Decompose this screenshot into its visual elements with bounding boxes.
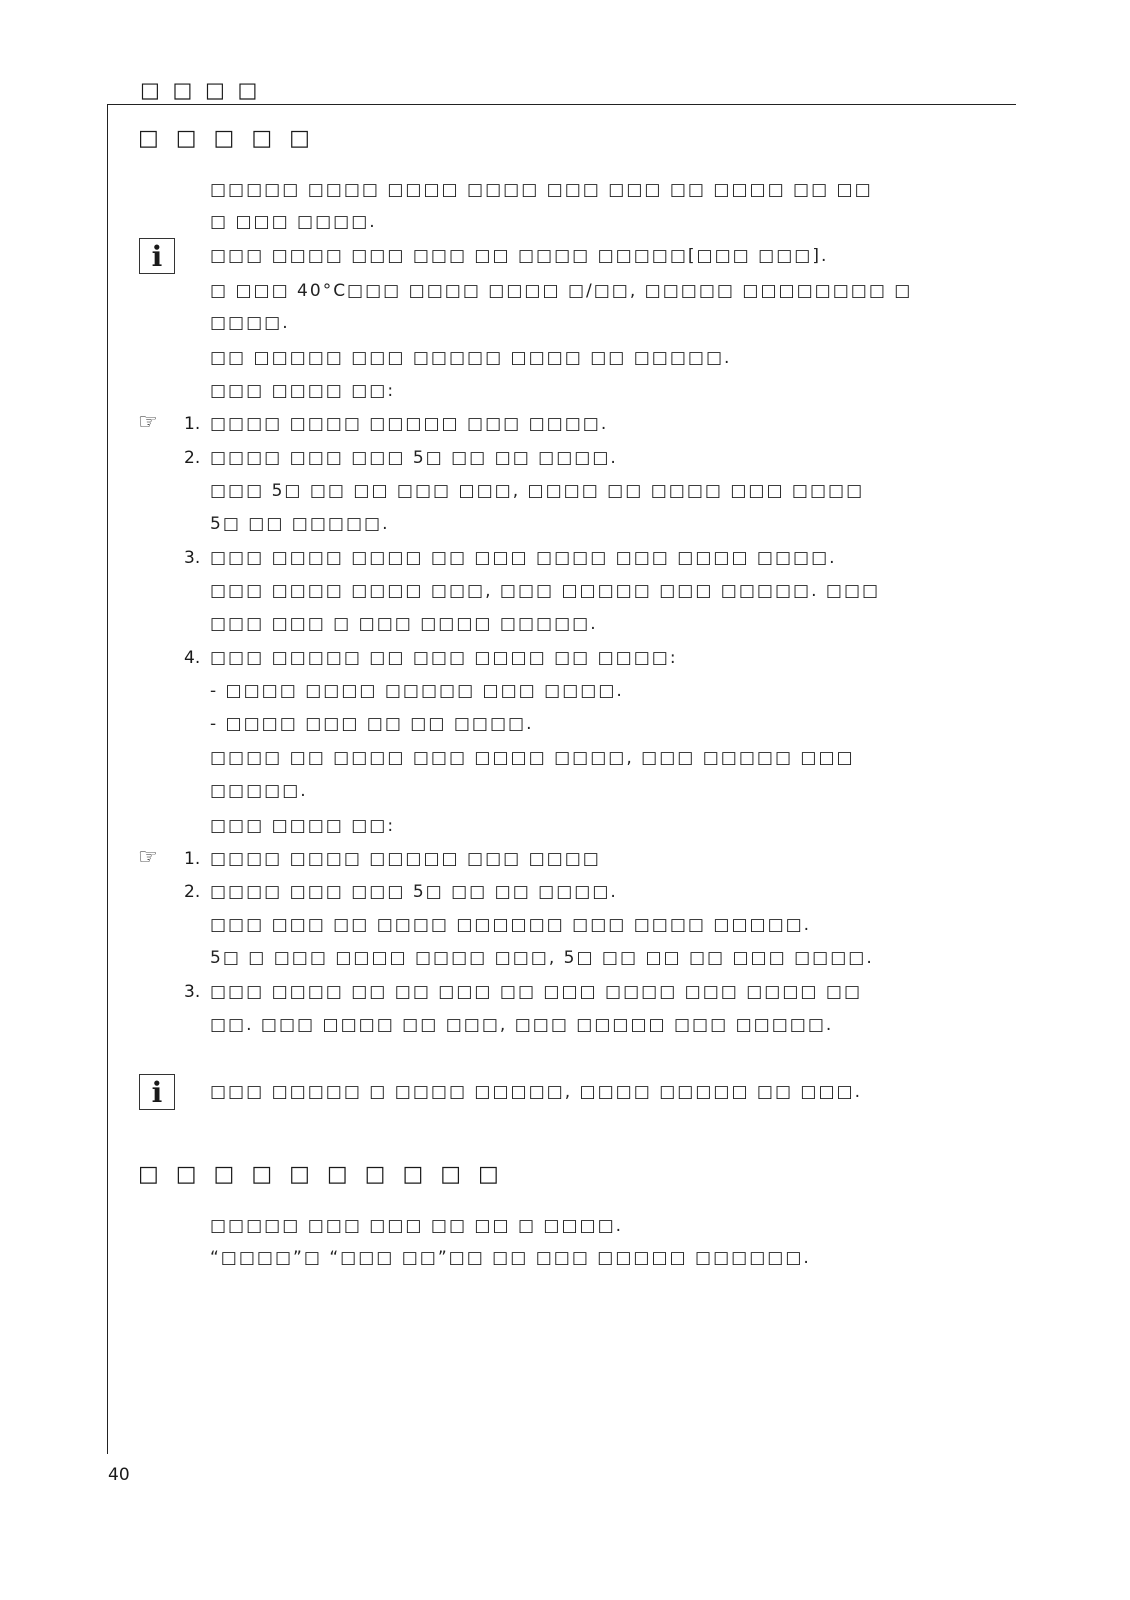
paragraph-line: □□□ □□□□ □□: xyxy=(210,381,396,401)
step-number: 2. xyxy=(184,882,201,902)
paragraph-line: □□□ □□□ □□ □□□□ □□□□□□ □□□ □□□□ □□□□□. xyxy=(210,915,812,935)
paragraph-line: □ □□□ 40°C□□□ □□□□ □□□□ □/□□, □□□□□ □□□□□□□□ □ xyxy=(210,281,913,301)
paragraph-line: 5□ □ □□□ □□□□ □□□□ □□□, 5□ □□ □□ □□ □□□ □□□□. xyxy=(210,948,874,968)
paragraph-line: □□ □□□□□ □□□ □□□□□ □□□□ □□ □□□□□. xyxy=(210,348,732,368)
pointing-hand-icon: ☞ xyxy=(138,845,158,870)
step-text: □□□□ □□□□ □□□□□ □□□ □□□□. xyxy=(210,414,609,434)
header-rule xyxy=(108,104,1016,105)
paragraph-line: □□□□. xyxy=(210,313,290,333)
step-number: 3. xyxy=(184,982,201,1002)
page-number: 40 xyxy=(108,1465,130,1485)
info-icon: i xyxy=(139,238,175,274)
paragraph-line: □□. □□□ □□□□ □□ □□□, □□□ □□□□□ □□□ □□□□□. xyxy=(210,1015,834,1035)
paragraph-line: □□□ □□□ □ □□□ □□□□ □□□□□. xyxy=(210,614,598,634)
section-heading: □ □ □ □ □ xyxy=(138,126,315,151)
paragraph-line: □□□ □□□□ □□□□ □□□, □□□ □□□□□ □□□ □□□□□. □□□ xyxy=(210,581,881,601)
paragraph-line: □□□□ □□ □□□□ □□□ □□□□ □□□□, □□□ □□□□□ □□□ xyxy=(210,748,855,768)
paragraph-line: 5□ □□ □□□□□. xyxy=(210,514,390,534)
bullet-line: - □□□□ □□□ □□ □□ □□□□. xyxy=(210,714,534,734)
margin-rule xyxy=(107,104,108,1454)
paragraph-line: □□□ 5□ □□ □□ □□□ □□□, □□□□ □□ □□□□ □□□ □□□□ xyxy=(210,481,865,501)
step-text: □□□□ □□□ □□□ 5□ □□ □□ □□□□. xyxy=(210,448,618,468)
step-number: 2. xyxy=(184,448,201,468)
note-line: □□□ □□□□□ □ □□□□ □□□□□, □□□□ □□□□□ □□ □□□. xyxy=(210,1082,863,1102)
step-number: 4. xyxy=(184,648,201,668)
step-text: □□□□ □□□ □□□ 5□ □□ □□ □□□□. xyxy=(210,882,618,902)
pointing-hand-icon: ☞ xyxy=(138,410,158,435)
info-icon: i xyxy=(139,1074,175,1110)
paragraph-line: □□□□□ □□□□ □□□□ □□□□ □□□ □□□ □□ □□□□ □□ □□ xyxy=(210,180,873,200)
paragraph-line: □□□□□. xyxy=(210,781,308,801)
bullet-line: - □□□□ □□□□ □□□□□ □□□ □□□□. xyxy=(210,681,624,701)
paragraph-line: □ □□□ □□□□. xyxy=(210,212,377,232)
section-heading: □ □ □ □ □ □ □ □ □ □ xyxy=(138,1162,504,1187)
step-text: □□□ □□□□ □□□□ □□ □□□ □□□□ □□□ □□□□ □□□□. xyxy=(210,548,837,568)
paragraph-line: “□□□□”□ “□□□ □□”□□ □□ □□□ □□□□□ □□□□□□. xyxy=(210,1248,811,1268)
step-number: 1. xyxy=(184,414,201,434)
step-text: □□□□ □□□□ □□□□□ □□□ □□□□ xyxy=(210,849,601,869)
step-number: 3. xyxy=(184,548,201,568)
step-text: □□□ □□□□ □□ □□ □□□ □□ □□□ □□□□ □□□ □□□□ □□ xyxy=(210,982,863,1002)
paragraph-line: □□□□□ □□□ □□□ □□ □□ □ □□□□. xyxy=(210,1216,624,1236)
paragraph-line: □□□ □□□□ □□□ □□□ □□ □□□□ □□□□□[□□□ □□□]. xyxy=(210,246,829,266)
page-header: □ □ □ □ xyxy=(140,78,261,102)
step-number: 1. xyxy=(184,849,201,869)
step-text: □□□ □□□□□ □□ □□□ □□□□ □□ □□□□: xyxy=(210,648,678,668)
paragraph-line: □□□ □□□□ □□: xyxy=(210,816,396,836)
